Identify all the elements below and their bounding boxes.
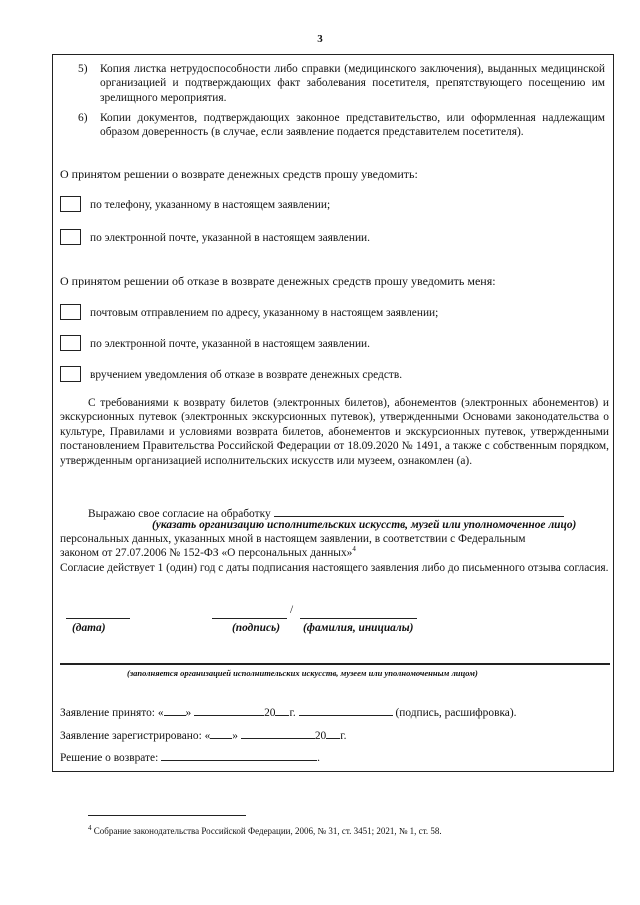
registered-g: г. — [340, 730, 347, 742]
footnote — [88, 826, 442, 837]
list-item-text: Копия листка нетрудоспособности либо справки (медицинского заключения), выданных медицинской организацией и подтверждающих факт заболевания посетителя, препятствующего посещению им зрелищного мероприятия. — [100, 63, 605, 104]
accepted-day-field[interactable] — [164, 704, 186, 716]
registered-year-field[interactable] — [326, 727, 340, 739]
decision-label: Решение о возврате: — [60, 752, 159, 764]
accepted-sign-label: (подпись, расшифровка). — [395, 707, 517, 719]
checkbox-refusal-email-label: по электронной почте, указанной в настоящем заявлении. — [90, 338, 370, 350]
name-label: (фамилия, инициалы) — [303, 622, 414, 634]
decision-row — [60, 749, 320, 765]
decision-end: . — [317, 752, 320, 764]
checkbox-post[interactable] — [60, 304, 81, 320]
footnote-divider — [88, 815, 246, 816]
checkbox-email-label: по электронной почте, указанной в настоящем заявлении. — [90, 232, 370, 244]
list-item-number: 6) — [78, 112, 88, 124]
org-section-note: (заполняется организацией исполнительских искусств, музеем или уполномоченным лицом) — [127, 668, 478, 678]
date-label: (дата) — [72, 622, 106, 634]
signature-label: (подпись) — [232, 622, 281, 634]
registered-row — [60, 727, 346, 743]
footnote-ref: 4 — [352, 545, 356, 554]
registered-month-field[interactable] — [241, 727, 315, 739]
date-field[interactable] — [66, 617, 130, 619]
registered-year: 20 — [314, 730, 327, 742]
signature-slash: / — [290, 604, 294, 616]
checkbox-refusal-email[interactable] — [60, 335, 81, 351]
refund-notify-heading: О принятом решении о возврате денежных средств прошу уведомить: — [60, 167, 418, 181]
checkbox-email[interactable] — [60, 229, 81, 245]
registered-day-field[interactable] — [210, 727, 232, 739]
consent-org-field[interactable] — [274, 505, 564, 517]
consent-validity: Согласие действует 1 (один) год с даты подписания настоящего заявления либо до письменного отзыва согласия. — [60, 562, 609, 574]
decision-field[interactable] — [161, 749, 317, 761]
checkbox-post-label: почтовым отправлением по адресу, указанному в настоящем заявлении; — [90, 307, 439, 319]
requirements-paragraph: С требованиями к возврату билетов (электронных билетов), абонементов (электронных абонементов) и экскурсионных путевок (электронных экскурсионных путевок), утвержденными Основами законодательства о культуре, Правилами и условиями возврата билетов, абонементов и экскурсионных путевок, утвержденными постановлением Правительства Российской Федерации от 18.09.2020 № 1491, а также с собственным порядком, утвержденным организацией исполнительских искусств или музеем, ознакомлен (а). — [60, 397, 609, 467]
accepted-year: 20 — [264, 707, 276, 719]
consent-line2-row — [60, 546, 609, 560]
accepted-row — [60, 704, 517, 720]
consent-lead: Выражаю свое согласие на обработку — [88, 508, 271, 520]
registered-quote: » — [232, 730, 238, 742]
footnote-number: 4 — [88, 824, 92, 832]
accepted-label: Заявление принято: « — [60, 707, 164, 719]
registered-label: Заявление зарегистрировано: « — [60, 730, 211, 742]
checkbox-handover[interactable] — [60, 366, 81, 382]
accepted-g: г. — [289, 707, 296, 719]
checkbox-handover-label: вручением уведомления об отказе в возврате денежных средств. — [90, 369, 403, 381]
footnote-text: Собрание законодательства Российской Федерации, 2006, № 31, ст. 3451; 2021, № 1, ст. 58. — [93, 826, 442, 836]
checkbox-phone-label: по телефону, указанному в настоящем заявлении; — [90, 199, 331, 211]
section-divider — [60, 663, 610, 665]
list-item-text: Копии документов, подтверждающих законное представительство, или оформленная надлежащим образом доверенность (в случае, если заявление подается представителем посетителя). — [100, 112, 605, 139]
page-number: 3 — [317, 33, 323, 45]
refusal-notify-heading: О принятом решении об отказе в возврате денежных средств прошу уведомить меня: — [60, 274, 496, 288]
consent-line1: персональных данных, указанных мной в настоящем заявлении, в соответствии с Федеральным — [60, 533, 526, 545]
name-field[interactable] — [300, 617, 417, 619]
consent-hint: (указать организацию исполнительских искусств, музей или уполномоченное лицо) — [152, 519, 577, 531]
list-item-number: 5) — [78, 63, 88, 75]
signature-field[interactable] — [212, 617, 287, 619]
accepted-year-field[interactable] — [275, 704, 289, 716]
consent-line2: законом от 27.07.2006 № 152-ФЗ «О персональных данных» — [60, 547, 353, 559]
checkbox-phone[interactable] — [60, 196, 81, 212]
accepted-quote: » — [185, 707, 192, 719]
accepted-month-field[interactable] — [194, 704, 264, 716]
accepted-sign-field[interactable] — [299, 704, 393, 716]
